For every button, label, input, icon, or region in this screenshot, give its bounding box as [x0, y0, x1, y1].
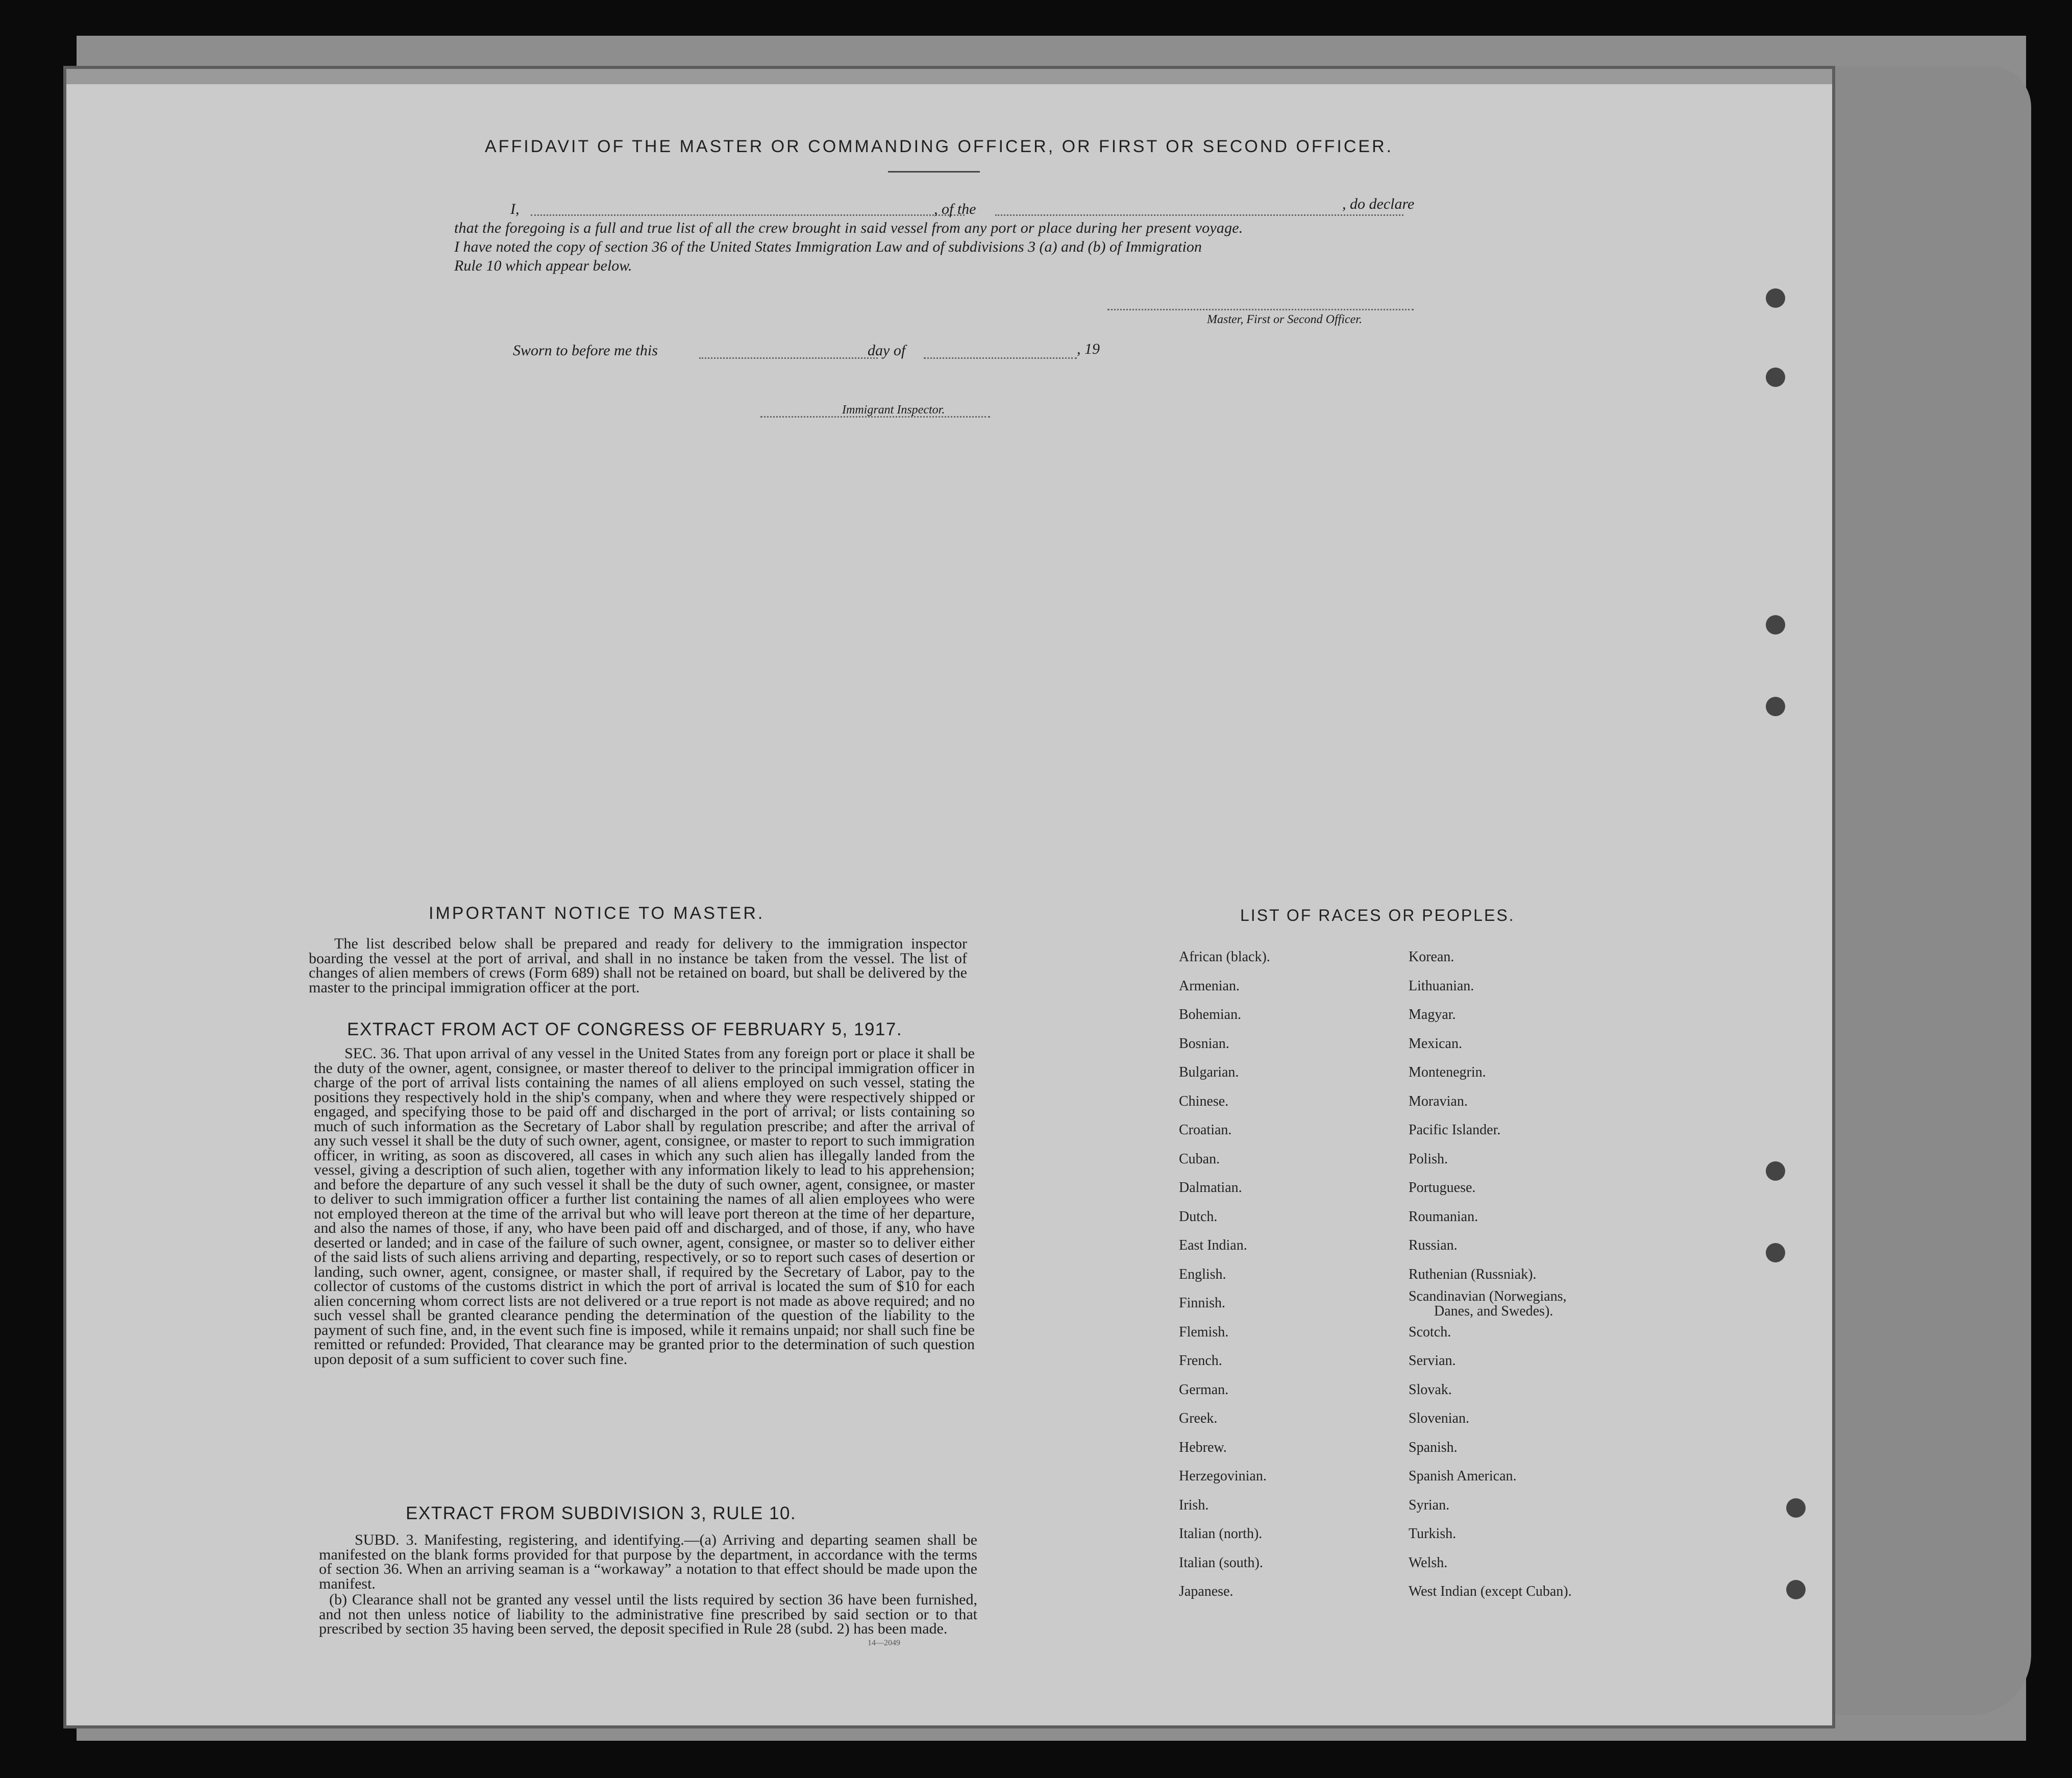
race-item: Greek. [1179, 1410, 1218, 1426]
race-item: Servian. [1409, 1353, 1456, 1369]
page-top-fold [66, 69, 1832, 84]
race-item: Scotch. [1409, 1324, 1451, 1340]
race-item: Slovenian. [1409, 1410, 1469, 1426]
act-extract-text: SEC. 36. That upon arrival of any vessel in the United States from any foreign port or place it shall be the duty of the owner, agent, consignee, or master thereof to deliver to the principal immigration officer in charge of the port of arrival lists containing the names of all aliens employed on such vessel, stating the positions they respectively hold in the ship's company, when and where they were respectively shipped or engaged, and specifying those to be paid off and discharged in the port of arrival; or lists containing so much of such information as the Secretary of Labor shall by regulation prescribe; and after the arrival of any such vessel it shall be the duty of such owner, agent, consignee, or master to report to such immigration officer, in writing, as soon as discovered, all cases in which any such alien has illegally landed from the vessel, giving a description of such alien, together with any information likely to lead to his apprehension; and before the departure of any such vessel it shall be the duty of such owner, agent, consignee, or master to deliver to such immigration officer a further list containing the names of all alien employees who were not employed thereon at the time of the arrival but who will leave port thereon at the time of her departure, and also the names of those, if any, who have been paid off and discharged, and of those, if any, who have deserted or landed; and in case of the failure of such owner, agent, consignee, or master so to deliver either of the said lists of such aliens arriving and departing, respectively, or so to report such cases of desertion or landing, such owner, agent, consignee, or master shall, if required by the Secretary of Labor, pay to the collector of customs of the customs district in which the port of arrival is located the sum of $10 for each alien concerning whom correct lists are not delivered or a true report is not made as above required; and no such vessel shall be granted clearance pending the determination of the question of the liability to the payment of such fine, and, in the event such fine is imposed, while it remains unpaid; nor shall such fine be remitted or refunded: Provided, That clearance may be granted prior to the determination of such question upon deposit of a sum sufficient to cover such fine. [314, 1045, 975, 1368]
race-item: Japanese. [1179, 1584, 1234, 1599]
punch-hole-icon [1786, 1498, 1806, 1518]
punch-hole-icon [1766, 615, 1785, 635]
race-item: Bulgarian. [1179, 1064, 1239, 1080]
title-underline [888, 171, 980, 173]
day-of-label: day of [868, 342, 906, 359]
race-item: French. [1179, 1353, 1222, 1369]
race-item: Armenian. [1179, 978, 1240, 994]
race-item: Moravian. [1409, 1093, 1468, 1109]
rule-extract-text-b: (b) Clearance shall not be granted any vessel until the lists required by section 36 have been furnished, and not then unless notice of liability to the administrative fine prescribed by said section or to that prescribed by section 35 having been served, the deposit specified in Rule 28 (subd. 2) has been made. [319, 1591, 977, 1637]
race-item: Welsh. [1409, 1554, 1448, 1571]
punch-hole-icon [1766, 1243, 1785, 1262]
race-item: Slovak. [1409, 1381, 1452, 1398]
race-item: African (black). [1179, 949, 1270, 965]
document-page [66, 69, 1832, 1725]
inspector-label: Immigrant Inspector. [842, 403, 945, 417]
race-item: Spanish American. [1409, 1468, 1517, 1484]
affidavit-i-label: I, [510, 201, 520, 217]
race-item: Spanish. [1409, 1439, 1458, 1455]
year-label: , 19 [1077, 340, 1100, 357]
race-item: Italian (south). [1179, 1554, 1263, 1571]
affidavit-of-the-label: , of the [934, 201, 976, 217]
race-item: Irish. [1179, 1497, 1209, 1513]
race-item: Ruthenian (Russniak). [1409, 1266, 1537, 1282]
races-column-2 [1409, 943, 1572, 1606]
punch-hole-icon [1766, 368, 1785, 387]
form-number: 14—2049 [868, 1639, 900, 1647]
races-column-1 [1179, 943, 1270, 1606]
race-item: Herzegovinian. [1179, 1468, 1267, 1484]
affidavit-line-3: Rule 10 which appear below. [454, 257, 632, 274]
race-item: German. [1179, 1381, 1229, 1398]
race-item: Italian (north). [1179, 1526, 1263, 1542]
punch-hole-icon [1766, 288, 1785, 308]
sworn-label: Sworn to before me this [513, 342, 658, 359]
punch-hole-icon [1786, 1580, 1806, 1599]
affidavit-line-2: I have noted the copy of section 36 of the United States Immigration Law and of subdivisions 3 (a) and (b) of Immigration [454, 238, 1202, 255]
sworn-day-line [699, 357, 878, 359]
race-item: Lithuanian. [1409, 978, 1474, 994]
race-item: Polish. [1409, 1151, 1448, 1167]
race-item: Mexican. [1409, 1035, 1462, 1052]
race-item: Scandinavian (Norwegians, [1409, 1288, 1567, 1304]
race-item: Syrian. [1409, 1497, 1450, 1513]
race-item: Flemish. [1179, 1324, 1229, 1340]
under-page-edge [1817, 66, 2031, 1715]
punch-hole-icon [1766, 697, 1785, 716]
race-item: Danes, and Swedes). [1434, 1303, 1553, 1319]
act-extract-title: EXTRACT FROM ACT OF CONGRESS OF FEBRUARY 5, 1917. [347, 1019, 903, 1039]
rule-extract-title: EXTRACT FROM SUBDIVISION 3, RULE 10. [406, 1503, 797, 1523]
race-item: Bohemian. [1179, 1007, 1242, 1022]
race-item: Russian. [1409, 1237, 1458, 1253]
race-item: Turkish. [1409, 1526, 1457, 1542]
race-item: Magyar. [1409, 1007, 1456, 1022]
race-item: Finnish. [1179, 1295, 1226, 1311]
affidavit-do-declare-label: , do declare [1342, 196, 1415, 212]
race-item: Dalmatian. [1179, 1180, 1242, 1196]
race-item: Chinese. [1179, 1093, 1229, 1109]
notice-text: The list described below shall be prepared and ready for delivery to the immigration inspector boarding the vessel at the port of arrival, and shall in no instance be taken from the vessel. The list of changes of alien members of crews (Form 689) shall not be retained on board, but shall be delivered by the master to the principal immigration officer at the port. [309, 935, 967, 996]
race-item: Pacific Islander. [1409, 1122, 1501, 1138]
signature-line [1107, 309, 1414, 310]
race-item: Bosnian. [1179, 1035, 1229, 1052]
race-item: English. [1179, 1266, 1226, 1282]
race-item: Croatian. [1179, 1122, 1232, 1138]
punch-hole-icon [1766, 1161, 1785, 1181]
rule-extract-text-a: SUBD. 3. Manifesting, registering, and identifying.—(a) Arriving and departing seamen shall be manifested on the blank forms provided for that purpose by the department, in accordance with the terms of section 36. When an arriving seaman is a “workaway” a notation to that effect should be made upon the manifest. [319, 1531, 977, 1592]
notice-title: IMPORTANT NOTICE TO MASTER. [429, 904, 765, 923]
race-item: Roumanian. [1409, 1208, 1478, 1225]
name-line [531, 214, 965, 216]
master-signature-label: Master, First or Second Officer. [1207, 313, 1362, 326]
race-item: Portuguese. [1409, 1180, 1476, 1196]
race-item: Dutch. [1179, 1208, 1218, 1225]
affidavit-line-1: that the foregoing is a full and true list of all the crew brought in said vessel from any port or place during her present voyage. [454, 220, 1243, 236]
race-item: Hebrew. [1179, 1439, 1227, 1455]
race-item: Cuban. [1179, 1151, 1220, 1167]
affidavit-title: AFFIDAVIT OF THE MASTER OR COMMANDING OFFICER, OR FIRST OR SECOND OFFICER. [485, 137, 1394, 156]
race-item: West Indian (except Cuban). [1409, 1584, 1572, 1599]
race-item: East Indian. [1179, 1237, 1247, 1253]
races-title: LIST OF RACES OR PEOPLES. [1240, 906, 1515, 924]
race-item: Montenegrin. [1409, 1064, 1486, 1080]
vessel-line [995, 214, 1403, 216]
race-item: Korean. [1409, 949, 1454, 965]
sworn-month-line [924, 357, 1077, 359]
